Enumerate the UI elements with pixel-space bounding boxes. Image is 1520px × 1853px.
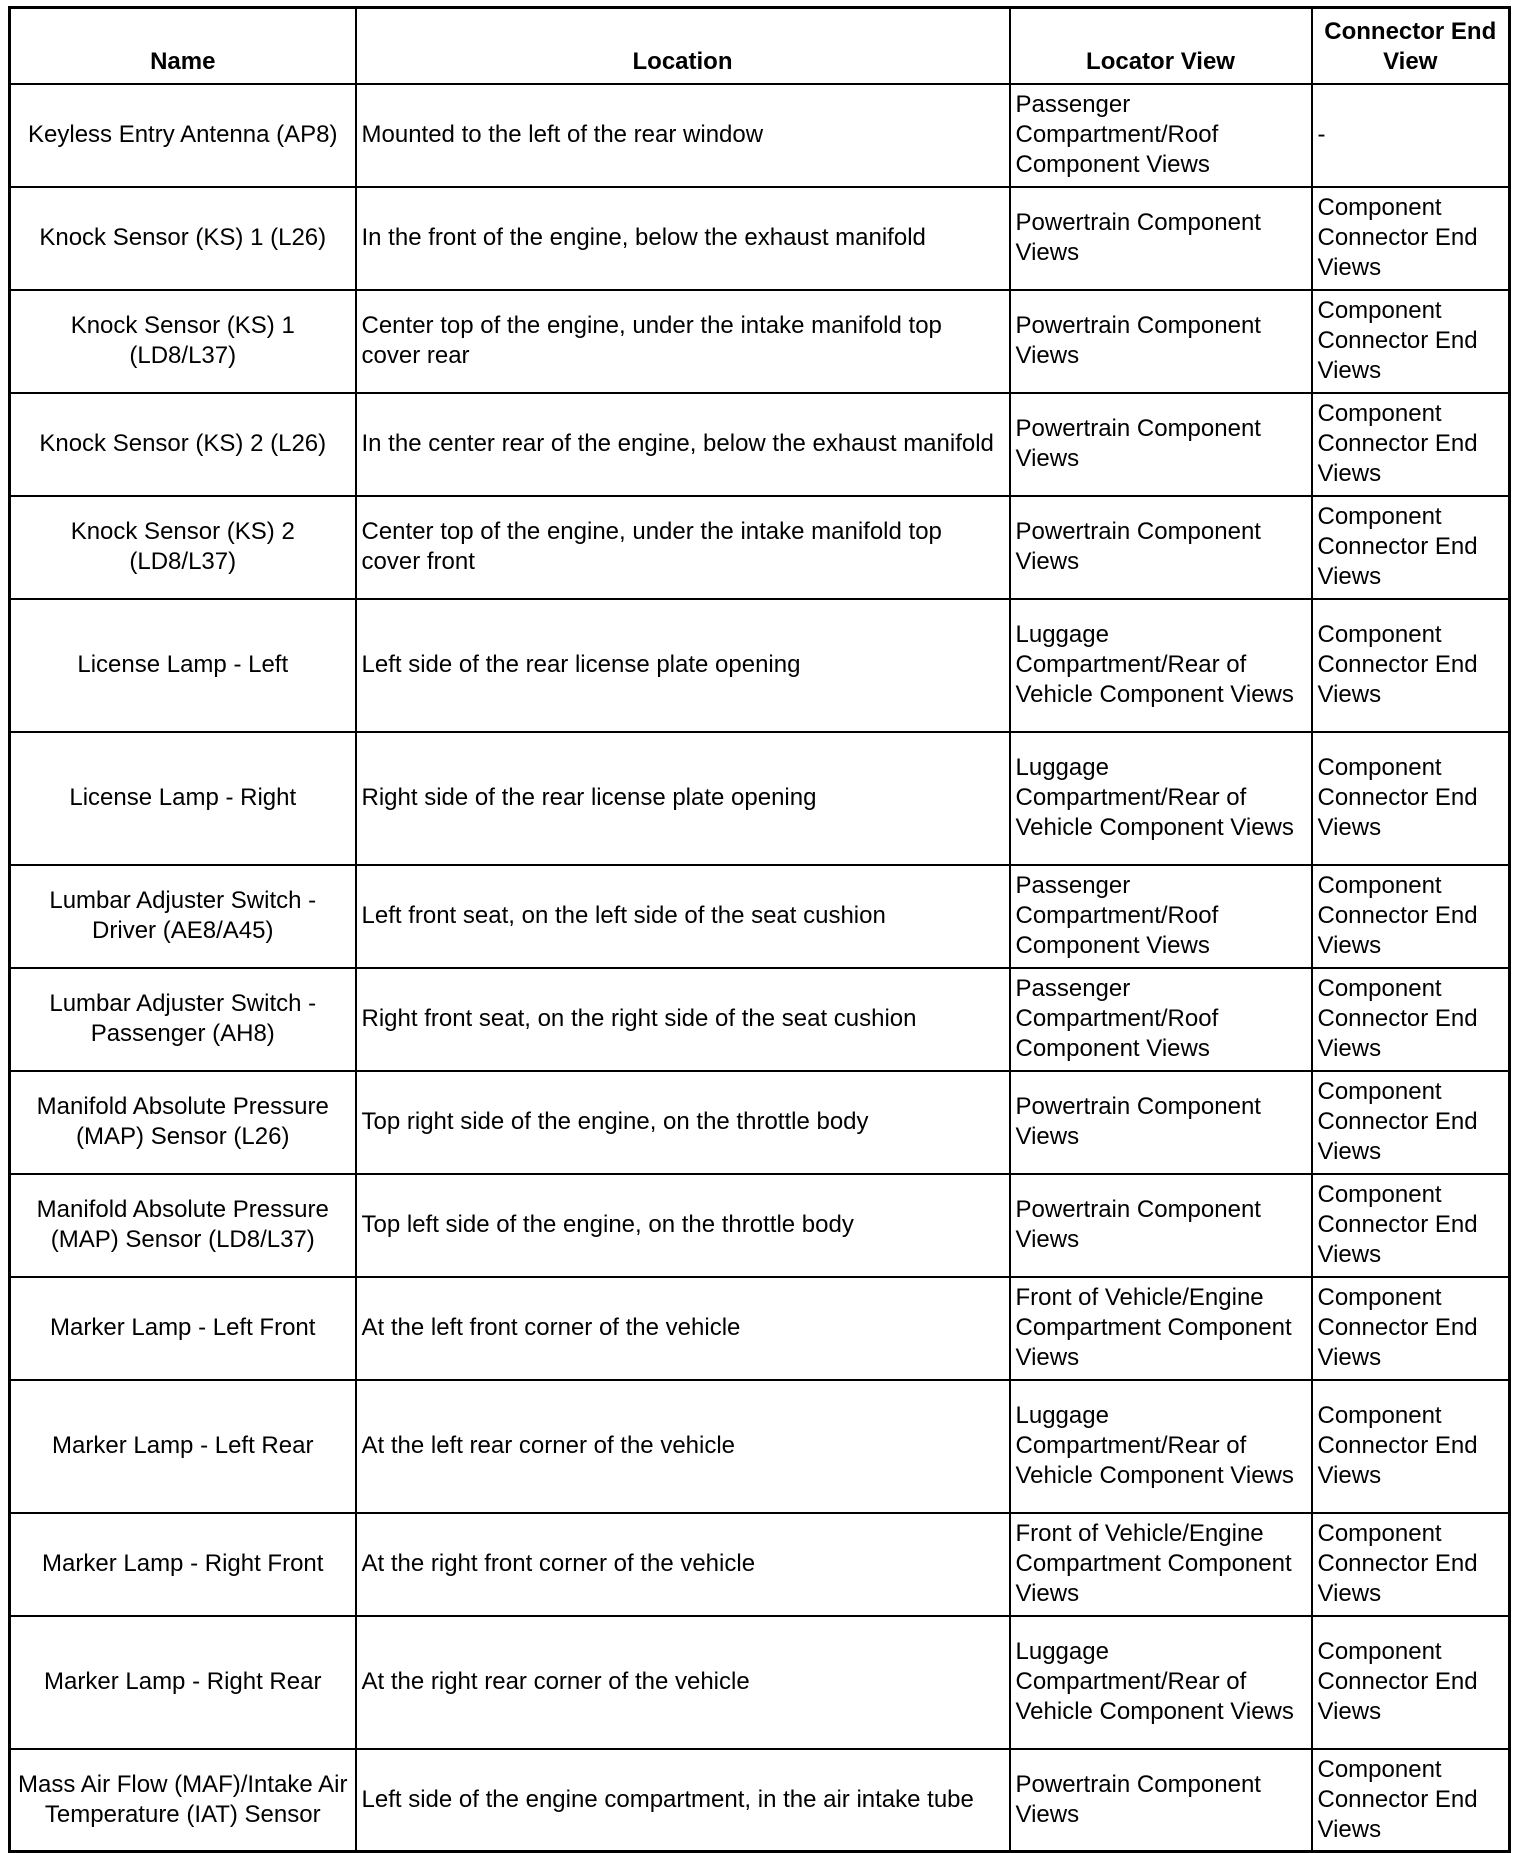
cell-locator-view: Front of Vehicle/Engine Compartment Component Views xyxy=(1010,1513,1312,1616)
cell-locator-view: Powertrain Component Views xyxy=(1010,187,1312,290)
cell-name: Knock Sensor (KS) 1 (LD8/L37) xyxy=(10,290,356,393)
cell-connector-end-view: Component Connector End Views xyxy=(1312,1380,1510,1513)
cell-name: Manifold Absolute Pressure (MAP) Sensor (L26) xyxy=(10,1071,356,1174)
table-row xyxy=(10,187,1510,290)
table-row xyxy=(10,1616,1510,1749)
header-locator-view: Locator View xyxy=(1010,8,1312,84)
header-location: Location xyxy=(356,8,1010,84)
cell-connector-end-view: Component Connector End Views xyxy=(1312,1616,1510,1749)
cell-name: License Lamp - Left xyxy=(10,599,356,732)
table-row xyxy=(10,496,1510,599)
cell-name: Marker Lamp - Right Front xyxy=(10,1513,356,1616)
document-page xyxy=(8,6,1508,1853)
cell-locator-view: Passenger Compartment/Roof Component Views xyxy=(1010,865,1312,968)
cell-connector-end-view: Component Connector End Views xyxy=(1312,1277,1510,1380)
cell-name: Knock Sensor (KS) 2 (L26) xyxy=(10,393,356,496)
cell-connector-end-view: Component Connector End Views xyxy=(1312,393,1510,496)
cell-location: Center top of the engine, under the intake manifold top cover rear xyxy=(356,290,1010,393)
cell-locator-view: Powertrain Component Views xyxy=(1010,1749,1312,1852)
cell-connector-end-view: Component Connector End Views xyxy=(1312,290,1510,393)
cell-locator-view: Luggage Compartment/Rear of Vehicle Component Views xyxy=(1010,599,1312,732)
cell-locator-view: Luggage Compartment/Rear of Vehicle Component Views xyxy=(1010,732,1312,865)
cell-connector-end-view: Component Connector End Views xyxy=(1312,1749,1510,1852)
cell-location: Center top of the engine, under the intake manifold top cover front xyxy=(356,496,1010,599)
cell-name: License Lamp - Right xyxy=(10,732,356,865)
table-row xyxy=(10,1380,1510,1513)
cell-name: Mass Air Flow (MAF)/Intake Air Temperature (IAT) Sensor xyxy=(10,1749,356,1852)
cell-location: In the center rear of the engine, below the exhaust manifold xyxy=(356,393,1010,496)
cell-name: Lumbar Adjuster Switch - Passenger (AH8) xyxy=(10,968,356,1071)
cell-name: Marker Lamp - Left Front xyxy=(10,1277,356,1380)
cell-connector-end-view: Component Connector End Views xyxy=(1312,187,1510,290)
cell-location: At the left rear corner of the vehicle xyxy=(356,1380,1010,1513)
table-row xyxy=(10,290,1510,393)
cell-location: At the right rear corner of the vehicle xyxy=(356,1616,1010,1749)
cell-locator-view: Passenger Compartment/Roof Component Views xyxy=(1010,968,1312,1071)
cell-locator-view: Powertrain Component Views xyxy=(1010,496,1312,599)
cell-location: Right front seat, on the right side of the seat cushion xyxy=(356,968,1010,1071)
cell-locator-view: Powertrain Component Views xyxy=(1010,1174,1312,1277)
cell-locator-view: Luggage Compartment/Rear of Vehicle Component Views xyxy=(1010,1380,1312,1513)
table-row xyxy=(10,393,1510,496)
cell-locator-view: Powertrain Component Views xyxy=(1010,393,1312,496)
cell-location: Left side of the rear license plate opening xyxy=(356,599,1010,732)
cell-connector-end-view: Component Connector End Views xyxy=(1312,1174,1510,1277)
cell-location: At the right front corner of the vehicle xyxy=(356,1513,1010,1616)
cell-connector-end-view: - xyxy=(1312,84,1510,187)
cell-connector-end-view: Component Connector End Views xyxy=(1312,1513,1510,1616)
header-row xyxy=(10,8,1510,84)
cell-locator-view: Powertrain Component Views xyxy=(1010,290,1312,393)
cell-location: Top right side of the engine, on the throttle body xyxy=(356,1071,1010,1174)
cell-locator-view: Front of Vehicle/Engine Compartment Component Views xyxy=(1010,1277,1312,1380)
header-connector-end-view: Connector End View xyxy=(1312,8,1510,84)
header-name: Name xyxy=(10,8,356,84)
cell-location: In the front of the engine, below the exhaust manifold xyxy=(356,187,1010,290)
cell-connector-end-view: Component Connector End Views xyxy=(1312,968,1510,1071)
cell-location: Mounted to the left of the rear window xyxy=(356,84,1010,187)
cell-name: Keyless Entry Antenna (AP8) xyxy=(10,84,356,187)
cell-connector-end-view: Component Connector End Views xyxy=(1312,732,1510,865)
cell-location: Top left side of the engine, on the throttle body xyxy=(356,1174,1010,1277)
cell-name: Lumbar Adjuster Switch - Driver (AE8/A45) xyxy=(10,865,356,968)
cell-name: Marker Lamp - Right Rear xyxy=(10,1616,356,1749)
cell-name: Manifold Absolute Pressure (MAP) Sensor (LD8/L37) xyxy=(10,1174,356,1277)
table-row xyxy=(10,599,1510,732)
cell-locator-view: Passenger Compartment/Roof Component Views xyxy=(1010,84,1312,187)
cell-connector-end-view: Component Connector End Views xyxy=(1312,496,1510,599)
cell-location: Right side of the rear license plate opening xyxy=(356,732,1010,865)
table-row xyxy=(10,1071,1510,1174)
table-row xyxy=(10,732,1510,865)
cell-name: Knock Sensor (KS) 1 (L26) xyxy=(10,187,356,290)
table-row xyxy=(10,1174,1510,1277)
table-row xyxy=(10,865,1510,968)
cell-name: Marker Lamp - Left Rear xyxy=(10,1380,356,1513)
table-row xyxy=(10,1513,1510,1616)
cell-connector-end-view: Component Connector End Views xyxy=(1312,865,1510,968)
cell-name: Knock Sensor (KS) 2 (LD8/L37) xyxy=(10,496,356,599)
cell-location: Left front seat, on the left side of the seat cushion xyxy=(356,865,1010,968)
table-row xyxy=(10,968,1510,1071)
cell-connector-end-view: Component Connector End Views xyxy=(1312,599,1510,732)
cell-location: At the left front corner of the vehicle xyxy=(356,1277,1010,1380)
cell-location: Left side of the engine compartment, in the air intake tube xyxy=(356,1749,1010,1852)
cell-locator-view: Powertrain Component Views xyxy=(1010,1071,1312,1174)
table-row xyxy=(10,84,1510,187)
component-locator-table xyxy=(8,6,1511,1853)
cell-connector-end-view: Component Connector End Views xyxy=(1312,1071,1510,1174)
table-row xyxy=(10,1749,1510,1852)
table-row xyxy=(10,1277,1510,1380)
cell-locator-view: Luggage Compartment/Rear of Vehicle Component Views xyxy=(1010,1616,1312,1749)
